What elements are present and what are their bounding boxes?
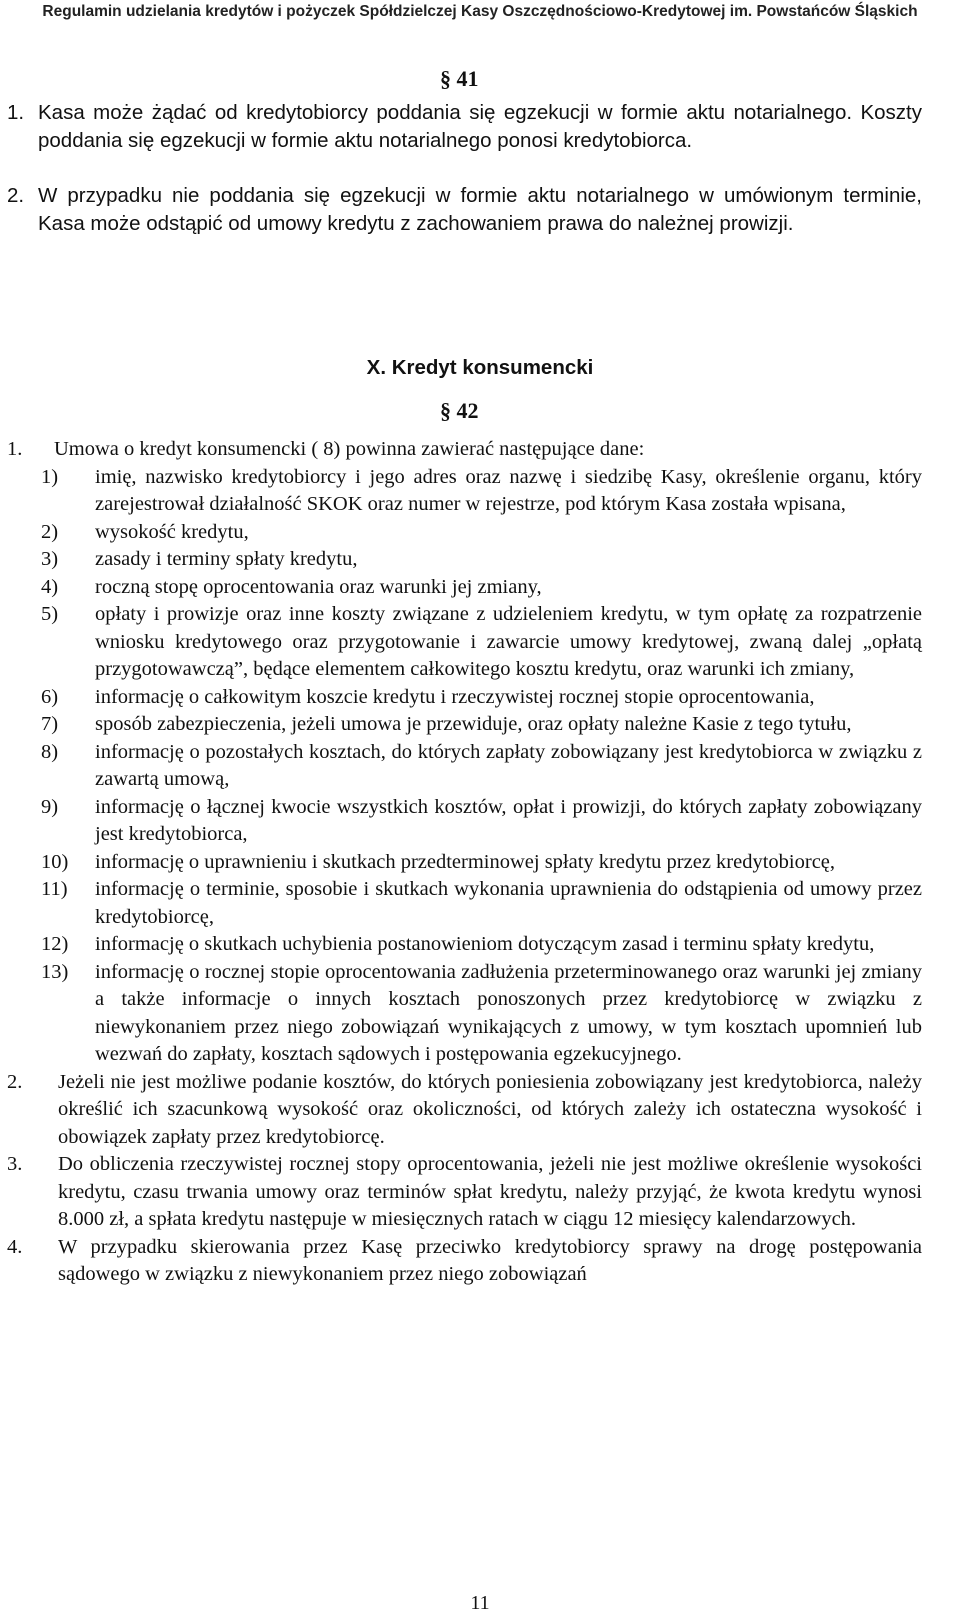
subitem-text: sposób zabezpieczenia, jeżeli umowa je przewiduje, oraz opłaty należne Kasie z tego tytułu,	[95, 713, 852, 735]
subitem-number: 9)	[41, 795, 59, 818]
subitem-text: informację o rocznej stopie oprocentowania zadłużenia przeterminowanego oraz warunki jej zmiany a także informacje o innych kosztach ponoszonych przez kredytobiorcę w związku z niewykonaniem przez niego zobowiązań wynikających z umowy, w tym kosztach upomnień lub wezwań do zapłaty, kosztach sądowych i postępowania egzekucyjnego.	[95, 960, 922, 1065]
item-number: 4.	[7, 1235, 23, 1258]
item-number: 2.	[7, 184, 25, 207]
subitem-row	[41, 711, 922, 739]
subitem-number: 3)	[41, 548, 59, 570]
item-text: W przypadku nie poddania się egzekucji w formie aktu notarialnego w umówionym terminie, Kasa może odstąpić od umowy kredytu z zachowaniem prawa do należnej prowizji.	[38, 184, 922, 235]
subitem-number: 6)	[41, 685, 59, 708]
subitem-row	[41, 574, 922, 602]
chapter-title: X. Kredyt konsumencki	[366, 356, 594, 379]
subitem-text: zasady i terminy spłaty kredytu,	[95, 548, 358, 570]
subitem-number: 8)	[41, 740, 59, 763]
subitem-row	[41, 794, 922, 849]
item-text: W przypadku skierowania przez Kasę przeciwko kredytobiorcy sprawy na drogę postępowania sądowego w związku z niewykonaniem przez niego zobowiązań	[58, 1235, 922, 1285]
section-41-body	[7, 99, 922, 237]
subitem-row	[41, 684, 922, 712]
section-41-heading	[440, 66, 479, 92]
subitem-number: 11)	[41, 878, 68, 900]
subitem-number: 4)	[41, 575, 59, 598]
subitem-row	[41, 931, 922, 959]
section-41-number: 41	[456, 66, 479, 91]
subitem-number: 2)	[41, 520, 59, 543]
page-number: 11	[470, 1592, 490, 1614]
subitem-row	[41, 849, 922, 877]
item-text: Jeżeli nie jest możliwe podanie kosztów, do których poniesienia zobowiązany jest kredytobiorca, należy określić ich szacunkową wysokość oraz okoliczności, od których zależy ich ostateczna wysokość i obowiązek zapłaty przez kredytobiorcę.	[58, 1070, 922, 1148]
subitem-number: 7)	[41, 713, 59, 735]
subitem-number: 1)	[41, 465, 59, 488]
subitem-text: informację o uprawnieniu i skutkach przedterminowej spłaty kredytu przez kredytobiorcę,	[95, 850, 836, 873]
item-number: 1.	[7, 438, 23, 460]
section-sign-icon: §	[440, 66, 457, 91]
item-number: 2.	[7, 1070, 23, 1093]
subitem-number: 13)	[41, 960, 69, 983]
subitem-text: roczną stopę oprocentowania oraz warunki jej zmiany,	[95, 575, 542, 598]
section-42-body	[7, 436, 922, 1289]
section-42-subitem-list	[7, 464, 922, 1069]
section-42-item-1	[7, 436, 922, 464]
section-sign-icon: §	[440, 398, 457, 423]
subitem-row	[41, 601, 922, 684]
subitem-row	[41, 876, 922, 931]
subitem-row	[41, 739, 922, 794]
subitem-text: informację o łącznej kwocie wszystkich kosztów, opłat i prowizji, do których zapłaty zobowiązany jest kredytobiorca,	[95, 795, 922, 845]
document-header: Regulamin udzielania kredytów i pożyczek Spółdzielczej Kasy Oszczędnościowo-Kredytowej im. Powstańców Śląskich	[42, 3, 918, 20]
section-42-number: 42	[456, 398, 479, 423]
item-number: 1.	[7, 101, 25, 124]
subitem-number: 10)	[41, 850, 69, 873]
section-42-item-3	[7, 1151, 922, 1234]
section-41-item-2	[7, 182, 922, 237]
subitem-row	[41, 519, 922, 547]
subitem-row	[41, 959, 922, 1069]
section-42-heading	[440, 398, 479, 424]
subitem-text: imię, nazwisko kredytobiorcy i jego adres oraz nazwę i siedzibę Kasy, określenie organu, który zarejestrował działalność SKOK oraz numer w rejestrze, pod którym Kasa została wpisana,	[95, 465, 922, 515]
subitem-number: 5)	[41, 603, 59, 625]
section-41-item-1	[7, 99, 922, 182]
subitem-row	[41, 546, 922, 574]
subitem-text: informację o terminie, sposobie i skutkach wykonania uprawnienia do odstąpienia od umowy przez kredytobiorcę,	[95, 878, 922, 928]
item-number: 3.	[7, 1153, 23, 1175]
subitem-row	[41, 464, 922, 519]
item-text: Do obliczenia rzeczywistej rocznej stopy oprocentowania, jeżeli nie jest możliwe określenie wysokości kredytu, czasu trwania umowy oraz terminów spłat kredytu, należy przyjąć, że kwota kredytu wynosi 8.000 zł, a spłata kredytu następuje w miesięcznych ratach w ciągu 12 miesięcy kalendarzowych.	[58, 1153, 922, 1230]
subitem-text: informację o pozostałych kosztach, do których zapłaty zobowiązany jest kredytobiorca w związku z zawartą umową,	[95, 740, 922, 790]
subitem-text: informację o skutkach uchybienia postanowieniom dotyczącym zasad i terminu spłaty kredytu,	[95, 933, 875, 955]
subitem-text: opłaty i prowizje oraz inne koszty związane z udzieleniem kredytu, w tym opłatę za rozpatrzenie wniosku kredytowego oraz przygotowanie i zawarcie umowy kredytowej, zwaną dalej „opłatą przygotowawczą”, będące elementem całkowitego kosztu kredytu, oraz warunki ich zmiany,	[95, 603, 922, 680]
section-42-item-list	[7, 1069, 922, 1289]
section-42-item-4	[7, 1234, 922, 1289]
item-intro-text: Umowa o kredyt konsumencki ( 8) powinna zawierać następujące dane:	[54, 438, 645, 460]
section-42-item-2	[7, 1069, 922, 1152]
subitem-number: 12)	[41, 933, 69, 955]
subitem-text: wysokość kredytu,	[95, 520, 249, 543]
subitem-text: informację o całkowitym koszcie kredytu i rzeczywistej rocznej stopie oprocentowania,	[95, 685, 815, 708]
item-text: Kasa może żądać od kredytobiorcy poddania się egzekucji w formie aktu notarialnego. Koszty poddania się egzekucji w formie aktu notarialnego ponosi kredytobiorca.	[38, 101, 922, 152]
